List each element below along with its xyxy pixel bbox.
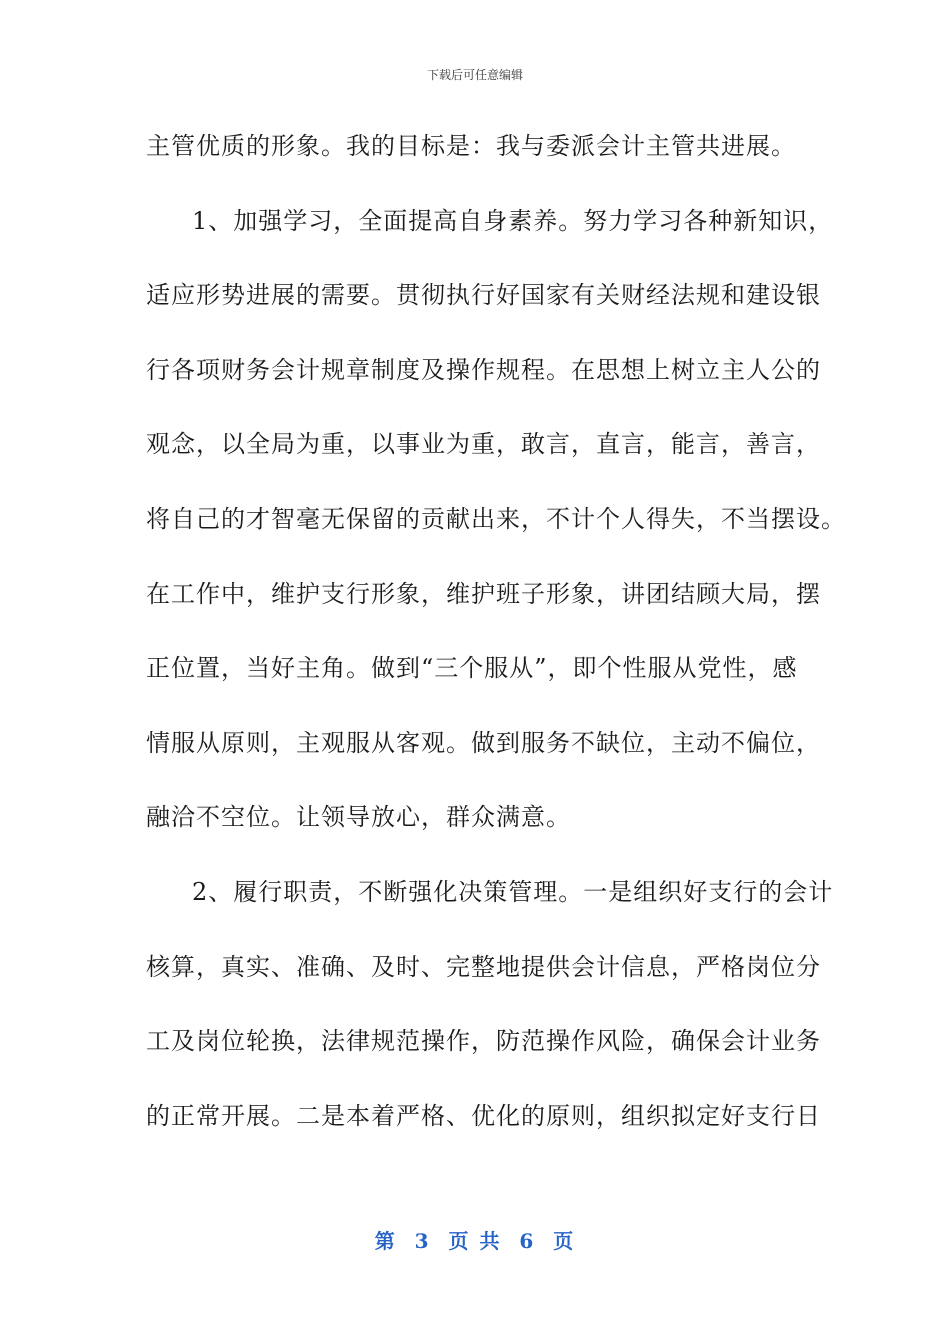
text-line-4: 行各项财务会计规章制度及操作规程。在思想上树立主人公的 <box>146 355 821 384</box>
text-line-12: 核算，真实、准确、及时、完整地提供会计信息，严格岗位分 <box>146 952 821 981</box>
text-line-11: 2、履行职责，不断强化决策管理。一是组织好支行的会计 <box>192 877 834 906</box>
text-line-3: 适应形势进展的需要。贯彻执行好国家有关财经法规和建设银 <box>146 281 821 310</box>
page-header: 下载后可任意编辑 <box>426 68 523 82</box>
text-line-9: 情服从原则，主观服从客观。做到服务不缺位，主动不偏位， <box>146 728 821 757</box>
text-line-10: 融洽不空位。让领导放心，群众满意。 <box>146 803 571 832</box>
text-line-1: 主管优质的形象。我的目标是：我与委派会计主管共进展。 <box>146 132 796 160</box>
text-line-14: 的正常开展。二是本着严格、优化的原则，组织拟定好支行日 <box>146 1101 821 1130</box>
page-number-footer <box>0 1225 950 1254</box>
document-body <box>146 120 846 1164</box>
text-line-6: 将自己的才智毫无保留的贡献出来，不计个人得失，不当摆设。 <box>146 504 846 533</box>
text-line-8: 正位置，当好主角。做到“三个服从”，即个性服从党性，感 <box>146 654 798 683</box>
page-number-text: 第 3 页 共 6 页 <box>374 1229 576 1253</box>
text-line-5: 观念，以全局为重，以事业为重，敢言，直言，能言，善言， <box>146 430 821 459</box>
text-line-7: 在工作中，维护支行形象，维护班子形象，讲团结顾大局，摆 <box>146 579 821 608</box>
text-line-2: 1、加强学习，全面提高自身素养。努力学习各种新知识， <box>192 206 834 235</box>
text-line-13: 工及岗位轮换，法律规范操作，防范操作风险，确保会计业务 <box>146 1027 821 1056</box>
